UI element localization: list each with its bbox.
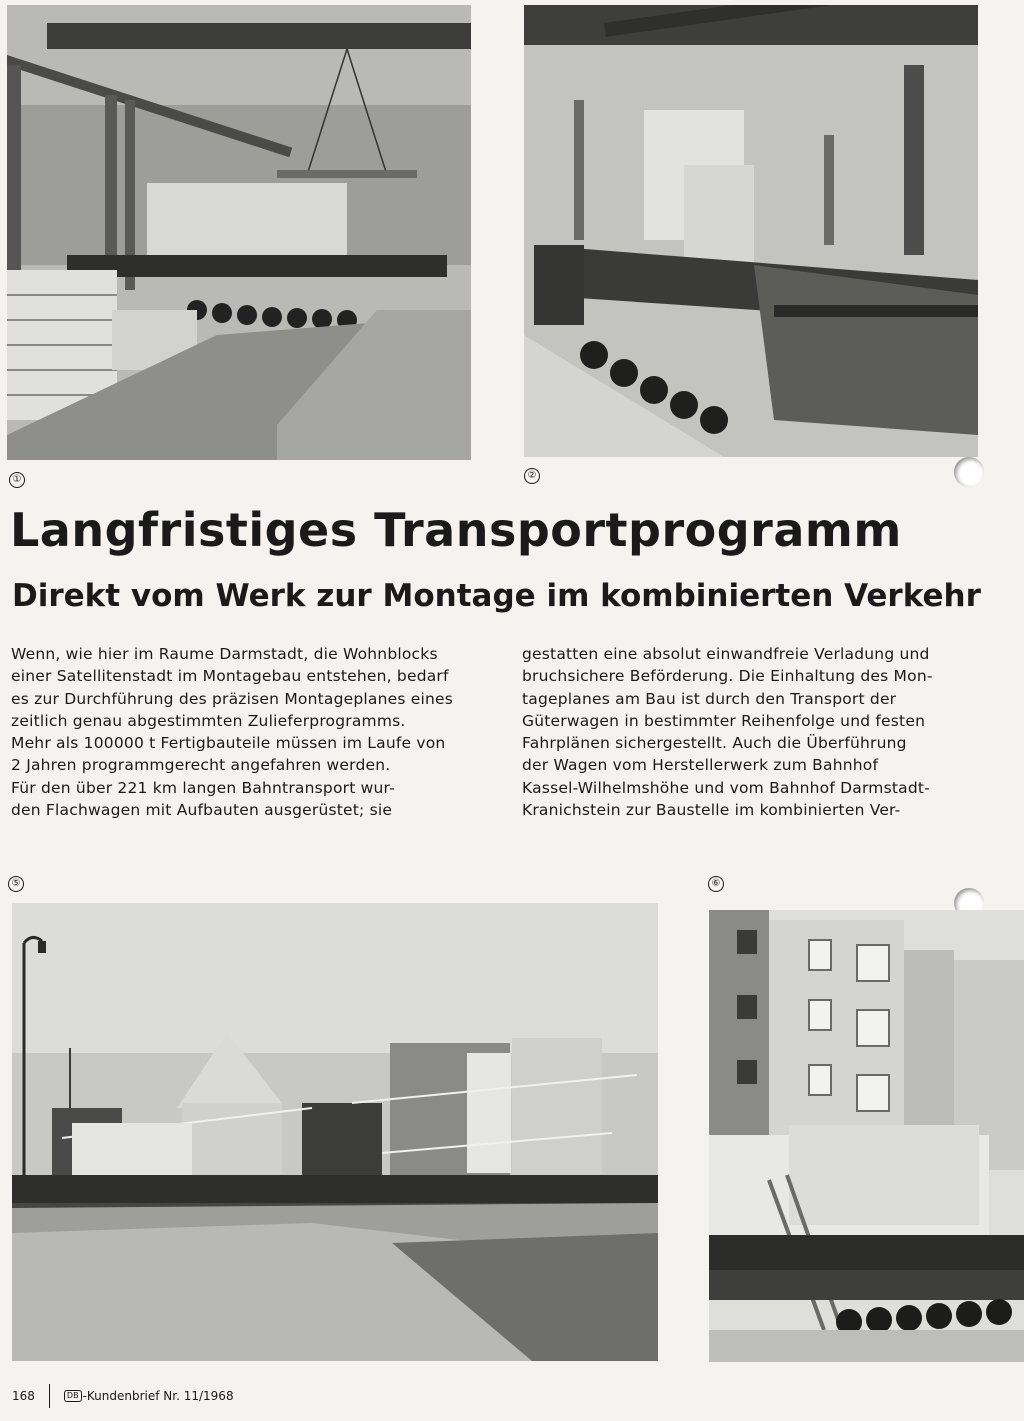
page-footer [12, 1384, 234, 1408]
binder-hole-top [954, 457, 984, 487]
publication-name: -Kundenbrief Nr. 11/1968 [82, 1389, 234, 1403]
photo-train-panels [12, 903, 658, 1361]
text-line: der Wagen vom Herstellerwerk zum Bahnhof [522, 756, 879, 775]
photo-crane-loading [7, 5, 471, 460]
crane-scene-illustration [7, 5, 471, 460]
text-line: es zur Durchführung des präzisen Montageplanes eines [11, 689, 454, 708]
photo-building-site [709, 910, 1024, 1362]
photo-number-1: ① [9, 472, 25, 488]
text-line: 2 Jahren programmgerecht angefahren werden. [11, 756, 391, 775]
text-line: Kranichstein zur Baustelle im kombinierten Ver- [522, 801, 901, 820]
text-line: tageplanes am Bau ist durch den Transport der [522, 689, 897, 708]
text-line: Mehr als 100000 t Fertigbauteile müssen im Laufe von [11, 734, 446, 753]
text-line: Güterwagen in bestimmter Reihenfolge und festen [522, 711, 926, 730]
page-number: 168 [12, 1389, 35, 1403]
text-line: einer Satellitenstadt im Montagebau entstehen, bedarf [11, 667, 449, 686]
text-line: zeitlich genau abgestimmten Zulieferprogramms. [11, 711, 406, 730]
text-line: gestatten eine absolut einwandfreie Verladung und [522, 645, 930, 663]
article-title: Langfristiges Transportprogramm [10, 503, 902, 557]
flatcar-scene-illustration [524, 5, 978, 457]
train-scene-illustration [12, 903, 658, 1361]
text-line: Wenn, wie hier im Raume Darmstadt, die Wohnblocks [11, 645, 438, 663]
photo-number-2: ② [524, 468, 540, 484]
building-scene-illustration [709, 910, 1024, 1362]
photo-flatcar-rack [524, 5, 978, 457]
article-column-left [11, 643, 476, 821]
text-line: den Flachwagen mit Aufbauten ausgerüstet; sie [11, 801, 393, 820]
db-logo-icon: DB [64, 1390, 82, 1402]
text-line: Fahrplänen sichergestellt. Auch die Überführung [522, 734, 907, 753]
text-line: Für den über 221 km langen Bahntransport wur- [11, 778, 395, 797]
footer-divider [49, 1384, 50, 1408]
article-subtitle: Direkt vom Werk zur Montage im kombinierten Verkehr [12, 578, 981, 614]
article-column-right [522, 643, 987, 821]
photo-number-6: ⑥ [708, 876, 724, 892]
text-line: bruchsichere Beförderung. Die Einhaltung des Mon- [522, 667, 933, 686]
text-line: Kassel-Wilhelmshöhe und vom Bahnhof Darmstadt- [522, 778, 930, 797]
photo-number-5: ⑤ [8, 876, 24, 892]
